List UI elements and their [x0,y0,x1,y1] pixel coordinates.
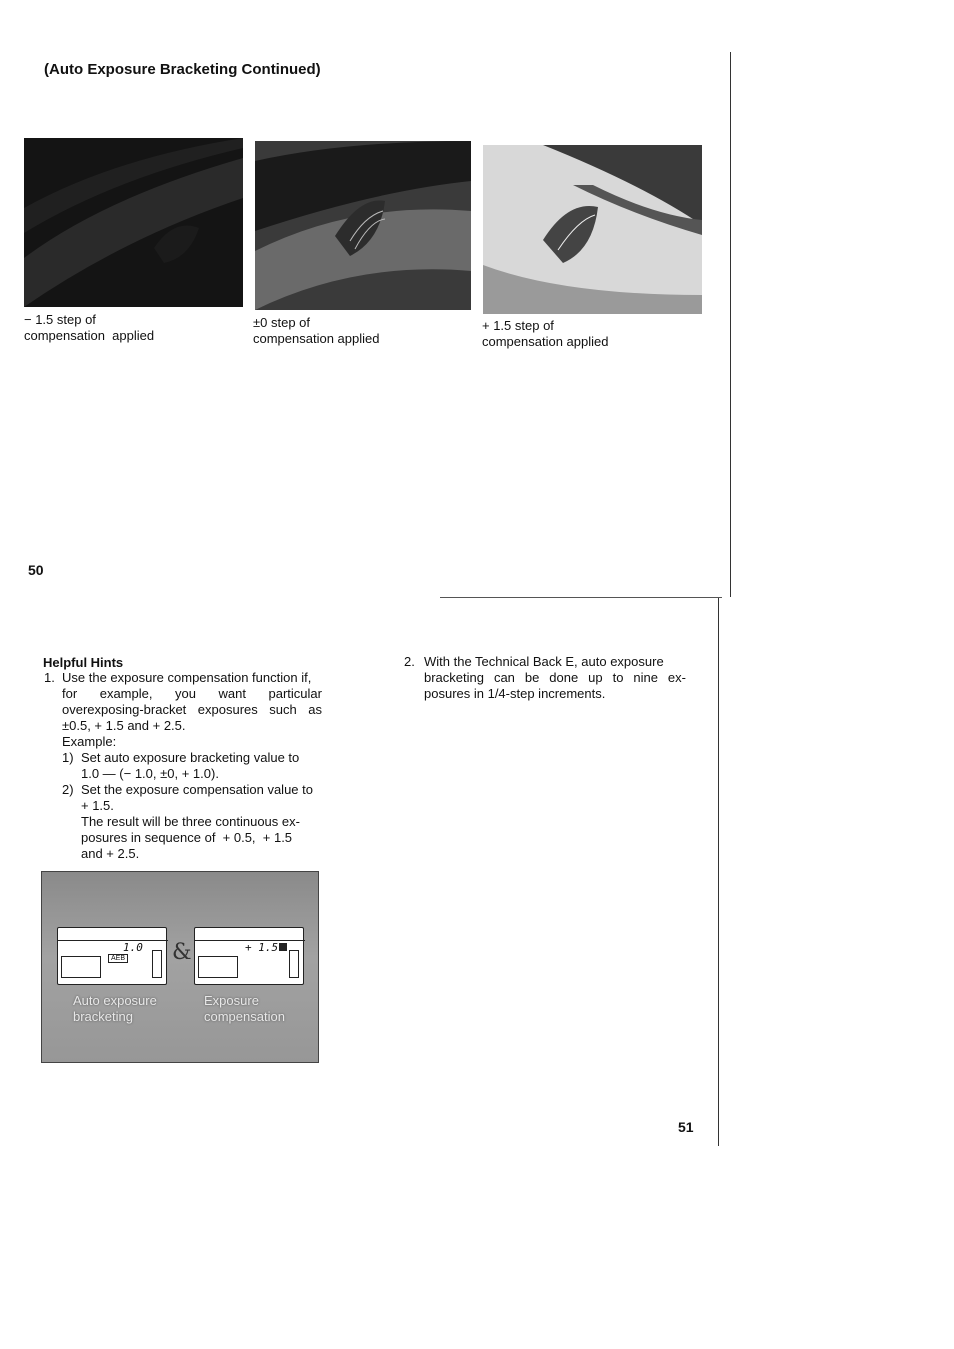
shell-sand-photo-mid [255,141,471,310]
step-line: Set the exposure compensation value to [81,782,313,797]
label-line: compensation [204,1009,285,1024]
label-auto-exposure-bracketing [73,993,157,1025]
caption-line: + 1.5 step of [482,318,554,333]
step-line: Set auto exposure bracketing value to [81,750,300,765]
lcd-box [61,956,101,978]
hints-title: Helpful Hints [43,655,124,670]
lcd-display-aeb [57,927,167,985]
step-line: 1.0 — (− 1.0, ±0, + 1.0). [81,766,219,781]
page-seam-rule [440,597,722,598]
caption-photo-3 [482,318,608,350]
shell-sand-photo-bright [483,145,702,314]
example-result [81,814,322,862]
example-step-1 [62,750,322,782]
shell-sand-photo-dark [24,138,243,307]
ampersand-symbol: & [172,940,192,965]
example-step-2 [62,782,322,814]
caption-line: compensation applied [24,328,155,343]
lcd-figure [41,871,319,1063]
label-line: Exposure [204,993,259,1008]
compensation-icon [279,943,287,951]
hint-line: ±0.5, + 1.5 and + 2.5. [62,718,186,733]
hint-number: 1. [44,670,55,685]
lcd-box [198,956,238,978]
step-number: 2) [62,782,74,797]
hint-line: posures in 1/4-step increments. [424,686,606,701]
lcd-divider [58,940,168,941]
step-line: + 1.5. [81,798,114,813]
photo-plus-1-5 [483,145,702,314]
page-edge-rule [730,52,731,597]
page-edge-rule [718,598,719,1146]
photo-minus-1-5 [24,138,243,307]
page-number-left: 50 [28,562,44,578]
result-line: The result will be three continuous ex- [81,814,300,829]
hint-line: overexposing-bracket exposures such as [62,702,322,717]
page-heading: (Auto Exposure Bracketing Continued) [44,61,321,78]
label-line: Auto exposure [73,993,157,1008]
hint-line: Use the exposure compensation function if, [62,670,312,685]
caption-line: ±0 step of [253,315,311,330]
lcd-display-compensation [194,927,304,985]
result-line: posures in sequence of + 0.5, + 1.5 [81,830,293,845]
photo-zero [255,141,471,310]
caption-line: compensation applied [253,331,380,346]
aeb-badge: AEB [108,954,128,963]
caption-line: − 1.5 step of [24,312,96,327]
example-label: Example: [62,734,117,749]
label-exposure-compensation [204,993,285,1025]
step-number: 1) [62,750,74,765]
aeb-value: 1.0 [123,941,143,954]
result-line: and + 2.5. [81,846,140,861]
hint-number: 2. [404,654,415,669]
caption-photo-1 [24,312,154,344]
lcd-bar [152,950,162,978]
lcd-bar [289,950,299,978]
caption-photo-2 [253,315,379,347]
hint-line: for example, you want particular [62,686,322,701]
hint-item-2 [404,654,688,702]
label-line: bracketing [73,1009,133,1024]
caption-line: compensation applied [482,334,609,349]
hint-line: With the Technical Back E, auto exposure [424,654,664,669]
compensation-value: + 1.5 [245,941,279,954]
hint-item-1 [44,670,324,862]
page-number-right: 51 [678,1119,694,1135]
hint-line: bracketing can be done up to nine ex- [424,670,686,685]
